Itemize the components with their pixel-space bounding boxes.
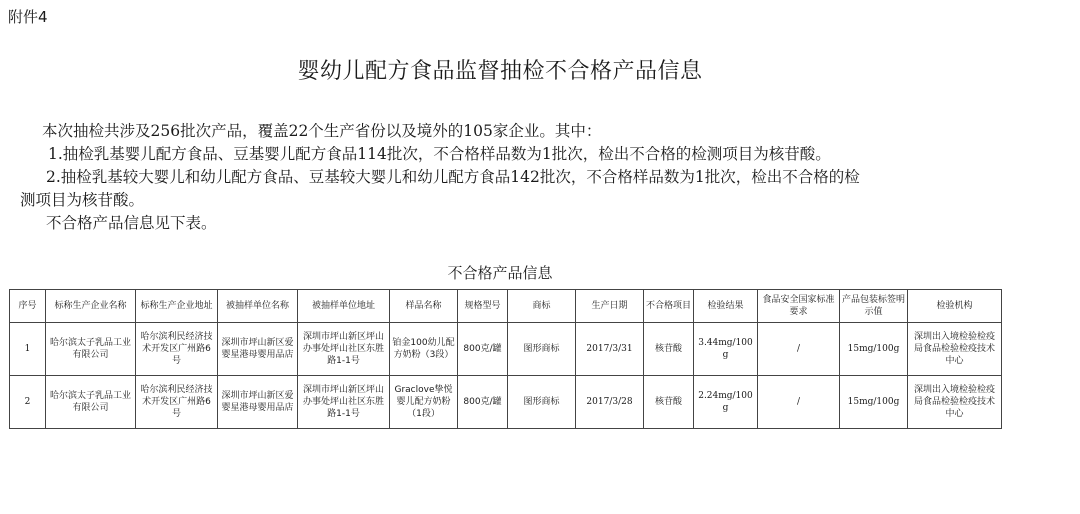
cell-sampled-unit-address: 深圳市坪山新区坪山办事处坪山社区东胜路1-1号 [298, 323, 390, 376]
cell-specification: 800克/罐 [458, 376, 508, 429]
cell-testing-agency: 深圳出入境检验检疫局食品检验检疫技术中心 [908, 323, 1002, 376]
header-label-value: 产品包装标签明示值 [840, 290, 908, 323]
cell-production-date: 2017/3/31 [576, 323, 644, 376]
cell-trademark: 图形商标 [508, 376, 576, 429]
cell-sampled-unit-name: 深圳市坪山新区爱婴星港母婴用品店 [218, 376, 298, 429]
cell-manufacturer-address: 哈尔滨利民经济技术开发区广州路6号 [136, 323, 218, 376]
document-title: 婴幼儿配方食品监督抽检不合格产品信息 [297, 59, 703, 84]
cell-specification: 800克/罐 [458, 323, 508, 376]
header-index: 序号 [10, 290, 46, 323]
intro-paragraph-item-2-line-1: 2.抽检乳基较大婴儿和幼儿配方食品、豆基较大婴儿和幼儿配方食品142批次，不合格样品数为1批次，检出不合格的检 [46, 168, 860, 186]
intro-paragraph-table-note: 不合格产品信息见下表。 [46, 214, 217, 232]
header-testing-agency: 检验机构 [908, 290, 1002, 323]
cell-failed-item: 核苷酸 [644, 323, 694, 376]
cell-test-result: 3.44mg/100g [694, 323, 758, 376]
cell-test-result: 2.24mg/100g [694, 376, 758, 429]
intro-paragraph-item-2-line-2: 测项目为核苷酸。 [20, 191, 145, 209]
cell-testing-agency: 深圳出入境检验检疫局食品检验检疫技术中心 [908, 376, 1002, 429]
cell-sample-name: 铂金100幼儿配方奶粉（3段） [390, 323, 458, 376]
cell-sampled-unit-name: 深圳市坪山新区爱婴星港母婴用品店 [218, 323, 298, 376]
cell-production-date: 2017/3/28 [576, 376, 644, 429]
header-trademark: 商标 [508, 290, 576, 323]
cell-trademark: 图形商标 [508, 323, 576, 376]
cell-manufacturer-name: 哈尔滨太子乳品工业有限公司 [46, 323, 136, 376]
cell-index: 2 [10, 376, 46, 429]
header-sampled-unit-address: 被抽样单位地址 [298, 290, 390, 323]
table-row [10, 323, 1002, 376]
header-production-date: 生产日期 [576, 290, 644, 323]
table-caption: 不合格产品信息 [447, 264, 553, 282]
header-sample-name: 样品名称 [390, 290, 458, 323]
intro-paragraph-summary: 本次抽检共涉及256批次产品，覆盖22个生产省份以及境外的105家企业。其中： [42, 122, 602, 140]
table-header-row [10, 290, 1002, 323]
cell-sample-name: Graclove挚悦婴儿配方奶粉（1段） [390, 376, 458, 429]
cell-standard-requirement: / [758, 323, 840, 376]
cell-label-value: 15mg/100g [840, 323, 908, 376]
attachment-label: 附件4 [8, 8, 48, 26]
header-manufacturer-name: 标称生产企业名称 [46, 290, 136, 323]
cell-standard-requirement: / [758, 376, 840, 429]
cell-manufacturer-name: 哈尔滨太子乳品工业有限公司 [46, 376, 136, 429]
cell-manufacturer-address: 哈尔滨利民经济技术开发区广州路6号 [136, 376, 218, 429]
cell-failed-item: 核苷酸 [644, 376, 694, 429]
header-test-result: 检验结果 [694, 290, 758, 323]
nonconforming-products-table [9, 289, 1002, 429]
header-specification: 规格型号 [458, 290, 508, 323]
cell-sampled-unit-address: 深圳市坪山新区坪山办事处坪山社区东胜路1-1号 [298, 376, 390, 429]
intro-paragraph-item-2 [20, 166, 982, 212]
header-manufacturer-address: 标称生产企业地址 [136, 290, 218, 323]
header-standard-requirement: 食品安全国家标准要求 [758, 290, 840, 323]
cell-index: 1 [10, 323, 46, 376]
cell-label-value: 15mg/100g [840, 376, 908, 429]
header-sampled-unit-name: 被抽样单位名称 [218, 290, 298, 323]
header-failed-item: 不合格项目 [644, 290, 694, 323]
intro-paragraph-item-1: 1.抽检乳基婴儿配方食品、豆基婴儿配方食品114批次，不合格样品数为1批次，检出不合格的检测项目为核苷酸。 [48, 145, 831, 163]
table-row [10, 376, 1002, 429]
intro-text [20, 120, 982, 235]
